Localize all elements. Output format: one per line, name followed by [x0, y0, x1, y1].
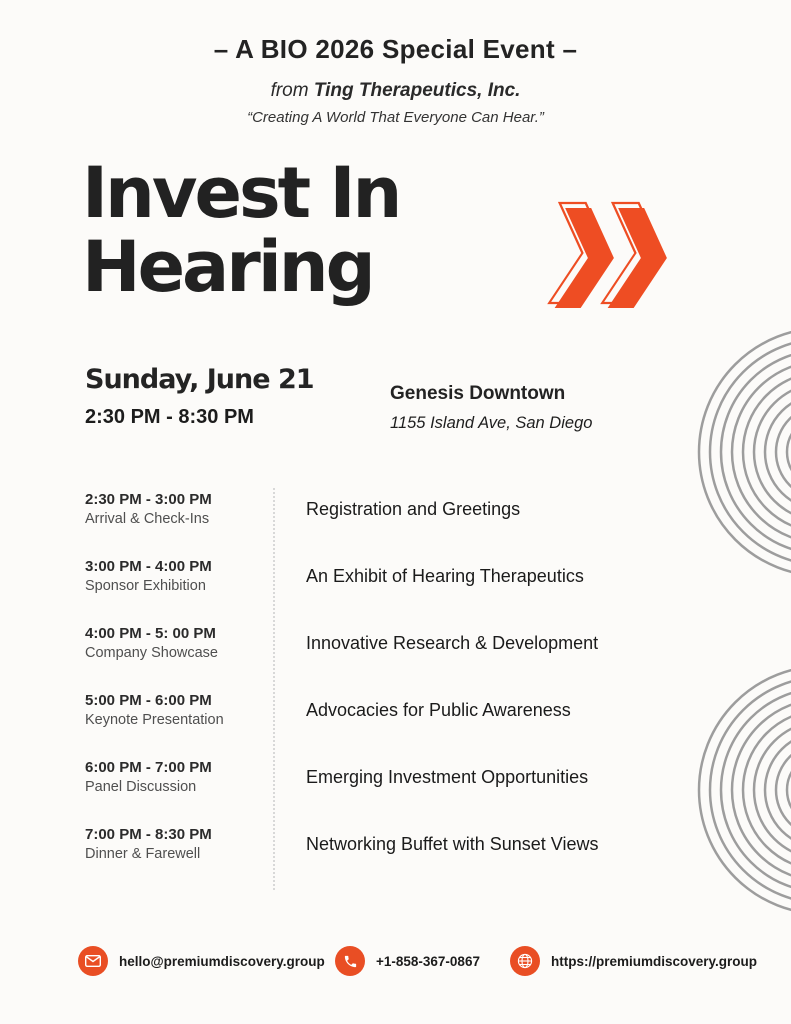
company-line: [0, 80, 791, 102]
event-datetime: [85, 364, 314, 429]
slot-session: Sponsor Exhibition: [85, 578, 206, 594]
contact-phone-text: +1-858-367-0867: [376, 953, 480, 969]
globe-icon: [510, 946, 540, 976]
schedule-list: [85, 490, 705, 892]
event-venue-block: [390, 383, 592, 433]
slot-session: Panel Discussion: [85, 779, 197, 795]
schedule-row: [85, 825, 705, 863]
slot-time: 7:00 PM - 8:30 PM: [85, 826, 212, 843]
slot-description: An Exhibit of Hearing Therapeutics: [306, 565, 584, 586]
slot-session: Arrival & Check-Ins: [85, 511, 210, 527]
schedule-row: [85, 490, 705, 528]
contact-email: [78, 946, 325, 976]
from-prefix: from: [270, 80, 314, 101]
slot-time: 3:00 PM - 4:00 PM: [85, 558, 212, 575]
slot-session: Keynote Presentation: [85, 712, 224, 728]
page-title-line1: Invest In: [82, 152, 400, 234]
schedule-slot: [85, 759, 272, 795]
schedule-row: [85, 557, 705, 595]
phone-icon: [335, 946, 365, 976]
company-tagline: “Creating A World That Everyone Can Hear.”: [247, 109, 544, 126]
slot-description: Networking Buffet with Sunset Views: [306, 833, 599, 854]
slot-description: Advocacies for Public Awareness: [306, 699, 571, 720]
schedule-row: [85, 624, 705, 662]
flyer-header: [0, 34, 791, 126]
contact-email-text: hello@premiumdiscovery.group: [119, 953, 325, 969]
envelope-icon: [78, 946, 108, 976]
slot-time: 6:00 PM - 7:00 PM: [85, 759, 212, 776]
event-eyebrow: – A BIO 2026 Special Event –: [213, 34, 578, 64]
page-title: [82, 152, 400, 309]
schedule-row: [85, 758, 705, 796]
venue-address: 1155 Island Ave, San Diego: [390, 414, 593, 432]
venue-name: Genesis Downtown: [390, 383, 566, 404]
event-date: Sunday, June 21: [85, 364, 314, 395]
slot-description: Innovative Research & Development: [306, 632, 599, 653]
schedule-slot: [85, 692, 272, 728]
slot-session: Company Showcase: [85, 645, 218, 661]
schedule-slot: [85, 625, 272, 661]
double-chevron-icon: [540, 200, 668, 320]
slot-time: 4:00 PM - 5: 00 PM: [85, 625, 216, 642]
schedule-slot: [85, 558, 272, 594]
contact-phone: [335, 946, 480, 976]
slot-description: Registration and Greetings: [306, 498, 521, 519]
event-time: 2:30 PM - 8:30 PM: [85, 406, 254, 428]
contact-website: [510, 946, 757, 976]
slot-session: Dinner & Farewell: [85, 846, 201, 862]
page-title-line2: Hearing: [82, 226, 373, 309]
slot-description: Emerging Investment Opportunities: [306, 766, 589, 787]
contact-website-text: https://premiumdiscovery.group: [551, 953, 758, 969]
schedule-slot: [85, 826, 272, 862]
schedule-slot: [85, 491, 272, 527]
company-name: Ting Therapeutics, Inc.: [313, 80, 521, 101]
slot-time: 5:00 PM - 6:00 PM: [85, 692, 212, 709]
schedule-row: [85, 691, 705, 729]
slot-time: 2:30 PM - 3:00 PM: [85, 491, 212, 508]
